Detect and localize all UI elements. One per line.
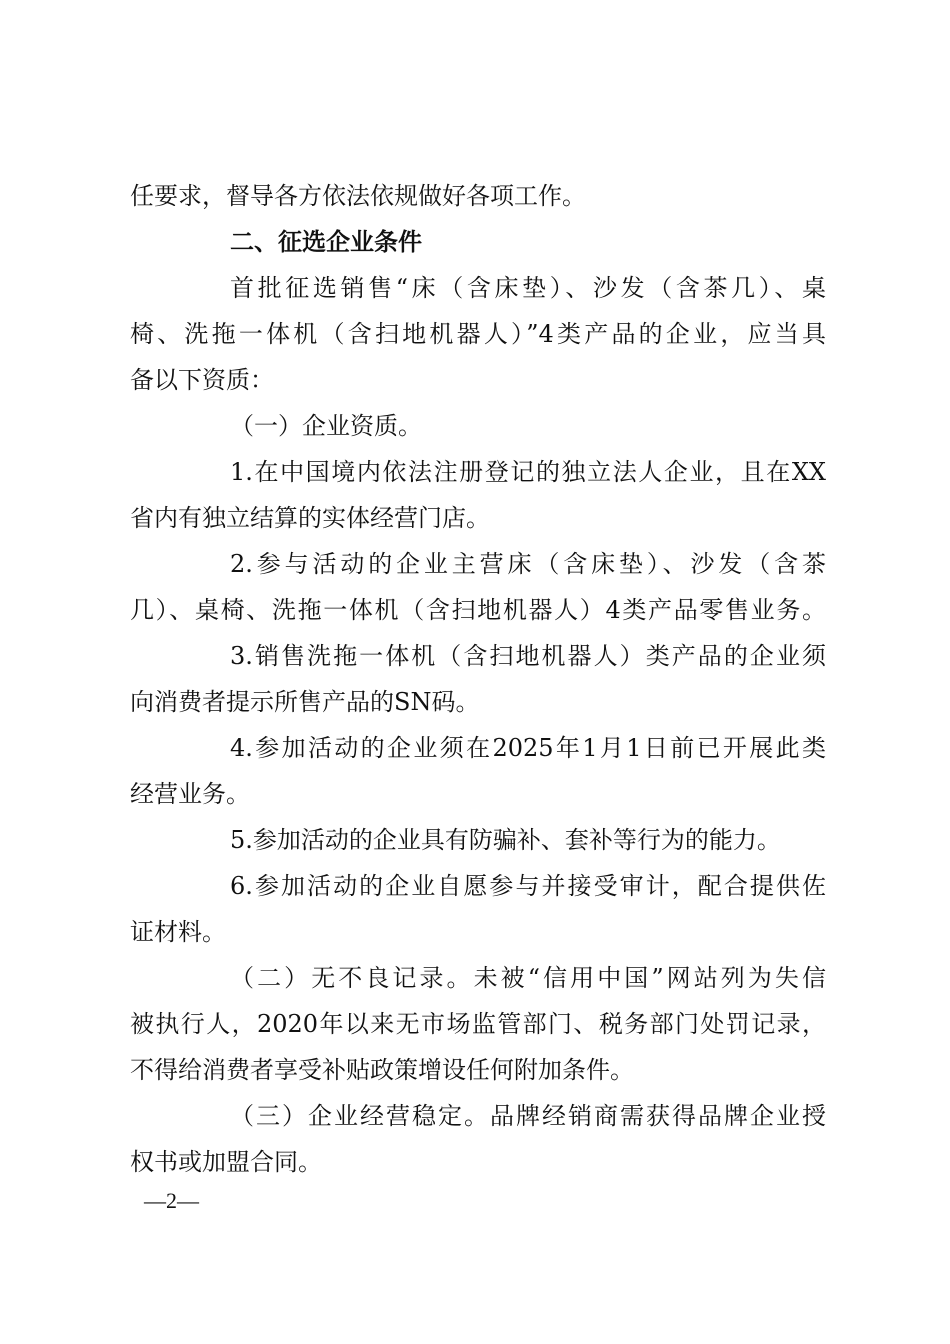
text-line: 向消费者提示所售产品的SN码。 [130, 688, 480, 716]
text-line: 几）、桌椅、洗拖一体机（含扫地机器人）4类产品零售业务。 [130, 596, 826, 624]
page-number: —2— [144, 1188, 199, 1213]
text-line: 不得给消费者享受补贴政策增设任何附加条件。 [130, 1056, 634, 1084]
text-line: （一）企业资质。 [230, 412, 422, 440]
text-line: 4.参加活动的企业须在2025年1月1日前已开展此类 [230, 734, 826, 762]
text-line: 被执行人，2020年以来无市场监管部门、税务部门处罚记录， [130, 1010, 826, 1038]
section-heading: 二、征选企业条件 [230, 228, 422, 256]
text-line: 任要求，督导各方依法依规做好各项工作。 [130, 182, 586, 210]
text-line: 首批征选销售“床（含床垫）、沙发（含茶几）、桌 [230, 274, 826, 302]
document-body [130, 173, 826, 1185]
text-line: 权书或加盟合同。 [130, 1148, 322, 1176]
text-line: 备以下资质： [130, 366, 274, 394]
text-line: 省内有独立结算的实体经营门店。 [130, 504, 490, 532]
text-line: 5.参加活动的企业具有防骗补、套补等行为的能力。 [230, 826, 781, 854]
text-line: 证材料。 [130, 918, 226, 946]
text-line: 2.参与活动的企业主营床（含床垫）、沙发（含茶 [230, 550, 826, 578]
text-line: 椅、洗拖一体机（含扫地机器人）”4类产品的企业，应当具 [130, 320, 826, 348]
text-line: （三）企业经营稳定。品牌经销商需获得品牌企业授 [230, 1102, 826, 1130]
text-line: 1.在中国境内依法注册登记的独立法人企业，且在XX [230, 458, 826, 486]
text-line: 6.参加活动的企业自愿参与并接受审计，配合提供佐 [230, 872, 826, 900]
text-line: 经营业务。 [130, 780, 250, 808]
text-line: （二）无不良记录。未被“信用中国”网站列为失信 [230, 964, 826, 992]
text-line: 3.销售洗拖一体机（含扫地机器人）类产品的企业须 [230, 642, 826, 670]
